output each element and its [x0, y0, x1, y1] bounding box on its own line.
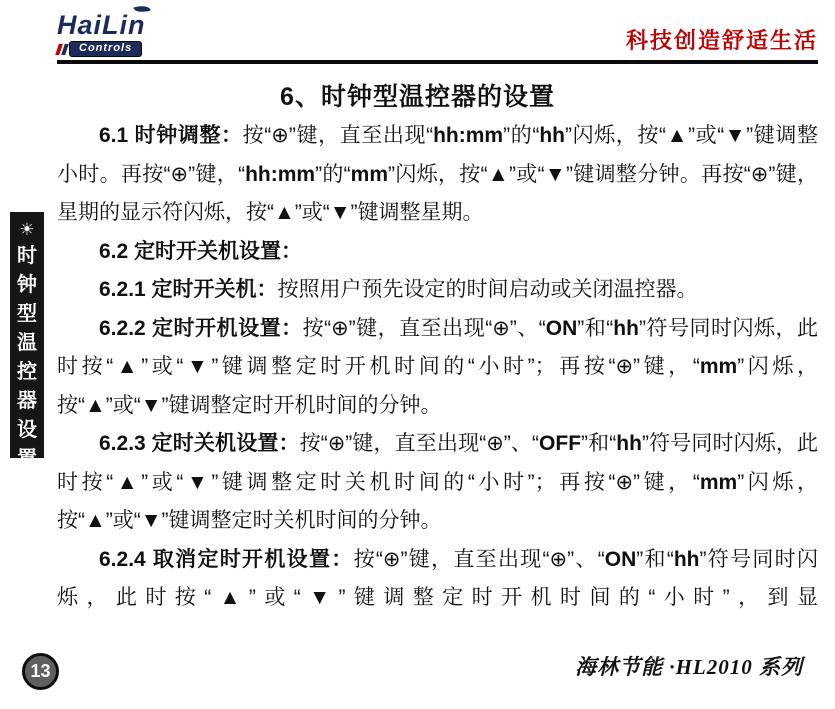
header-slogan: 科技创造舒适生活: [625, 28, 818, 53]
sidebar-char: 控: [17, 361, 37, 383]
paragraph: 6.2.1 定时开关机：按照用户预先设定的时间启动或关闭温控器。: [99, 278, 698, 301]
page-number: 13: [30, 661, 51, 681]
logo-controls-label: Controls: [69, 41, 142, 57]
sidebar-char: 置: [17, 448, 37, 470]
page-number-badge: [22, 653, 59, 690]
logo-subline: [57, 41, 146, 57]
hailin-logo: [57, 12, 146, 57]
logo-text: HaiLin: [57, 10, 146, 40]
page-header: [57, 0, 818, 64]
paragraph: 6.1 时钟调整：按“⊕”键，直至出现“hh:mm”的“hh”闪烁，按“▲”或“▼”键调整小时。再按“⊕”键，“hh:mm”的“mm”闪烁，按“▲”或“▼”键调整分钟。再按“⊕”键，星期的显示符闪烁，按“▲”或“▼”键调整星期。: [57, 124, 818, 224]
body-paragraphs: [57, 117, 818, 618]
sidebar-char: 钟: [17, 274, 37, 296]
sidebar-tab-clock-thermostat: [10, 212, 44, 470]
sidebar-char: 器: [17, 390, 37, 412]
paragraph: 6.2.2 定时开机设置：按“⊕”键，直至出现“⊕”、“ON”和“hh”符号同时闪烁，此时按“▲”或“▼”键调整定时开机时间的“小时”；再按“⊕”键，“mm”闪烁，按“▲”或“▼”键调整定时开机时间的分钟。: [57, 316, 818, 417]
sidebar-char: 时: [17, 245, 37, 267]
section-title: 6、时钟型温控器的设置: [280, 83, 555, 111]
paragraph: 6.2 定时开关机设置：: [99, 239, 303, 263]
sidebar-char: 温: [17, 332, 37, 354]
footer-series-text: 海林节能 ·HL2010 系列: [575, 655, 803, 679]
sidebar-char: 设: [17, 419, 37, 441]
gear-flower-icon: ☀: [19, 220, 35, 239]
paragraph: 6.2.3 定时关机设置：按“⊕”键，直至出现“⊕”、“OFF”和“hh”符号同时闪烁，此时按“▲”或“▼”键调整定时关机时间的“小时”；再按“⊕”键，“mm”闪烁，按“▲”或“▼”键调整定时关机时间的分钟。: [57, 432, 818, 532]
paragraph: 6.2.4 取消定时开机设置：按“⊕”键，直至出现“⊕”、“ON”和“hh”符号同时闪烁，此时按“▲”或“▼”键调整定时开机时间的“小时”，到显: [57, 547, 818, 609]
sidebar-char: 型: [17, 303, 37, 325]
logo-wordmark: [57, 12, 146, 39]
